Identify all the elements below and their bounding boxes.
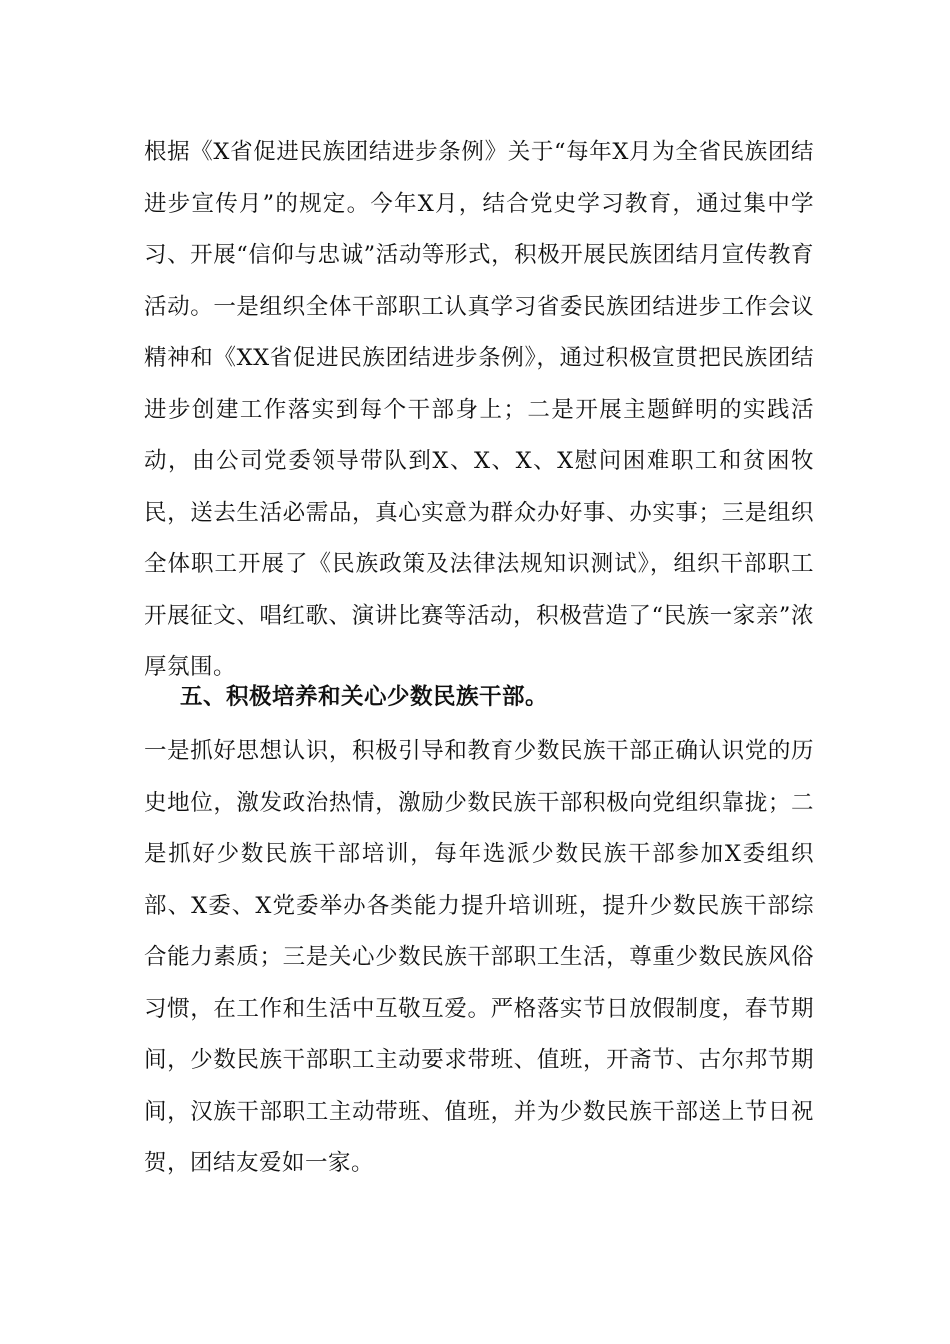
section-heading-five: 五、积极培养和关心少数民族干部。 bbox=[180, 684, 549, 710]
body-paragraph-minority-cadres: 一是抓好思想认识，积极引导和教育少数民族干部正确认识党的历史地位，激发政治热情，激励少数民族干部积极向党组织靠拢；二是抓好少数民族干部培训，每年选派少数民族干部参加X委组织部、X委、X党委举办各类能力提升培训班，提升少数民族干部综合能力素质；三是关心少数民族干部职工生活，尊重少数民族风俗习惯，在工作和生活中互敬互爱。严格落实节日放假制度，春节期间，少数民族干部职工主动要求带班、值班，开斋节、古尔邦节期间，汉族干部职工主动带班、值班，并为少数民族干部送上节日祝贺，团结友爱如一家。 bbox=[144, 738, 814, 1176]
body-paragraph-ethnic-unity-month: 根据《X省促进民族团结进步条例》关于“每年X月为全省民族团结进步宣传月”的规定。今年X月，结合党史学习教育，通过集中学习、开展“信仰与忠诚”活动等形式，积极开展民族团结月宣传教育活动。一是组织全体干部职工认真学习省委民族团结进步工作会议精神和《XX省促进民族团结进步条例》，通过积极宣贯把民族团结进步创建工作落实到每个干部身上；二是开展主题鲜明的实践活动，由公司党委领导带队到X、X、X、X慰问困难职工和贫困牧民，送去生活必需品，真心实意为群众办好事、办实事；三是组织全体职工开展了《民族政策及法律法规知识测试》，组织干部职工开展征文、唱红歌、演讲比赛等活动，积极营造了“民族一家亲”浓厚氛围。 bbox=[144, 139, 814, 680]
